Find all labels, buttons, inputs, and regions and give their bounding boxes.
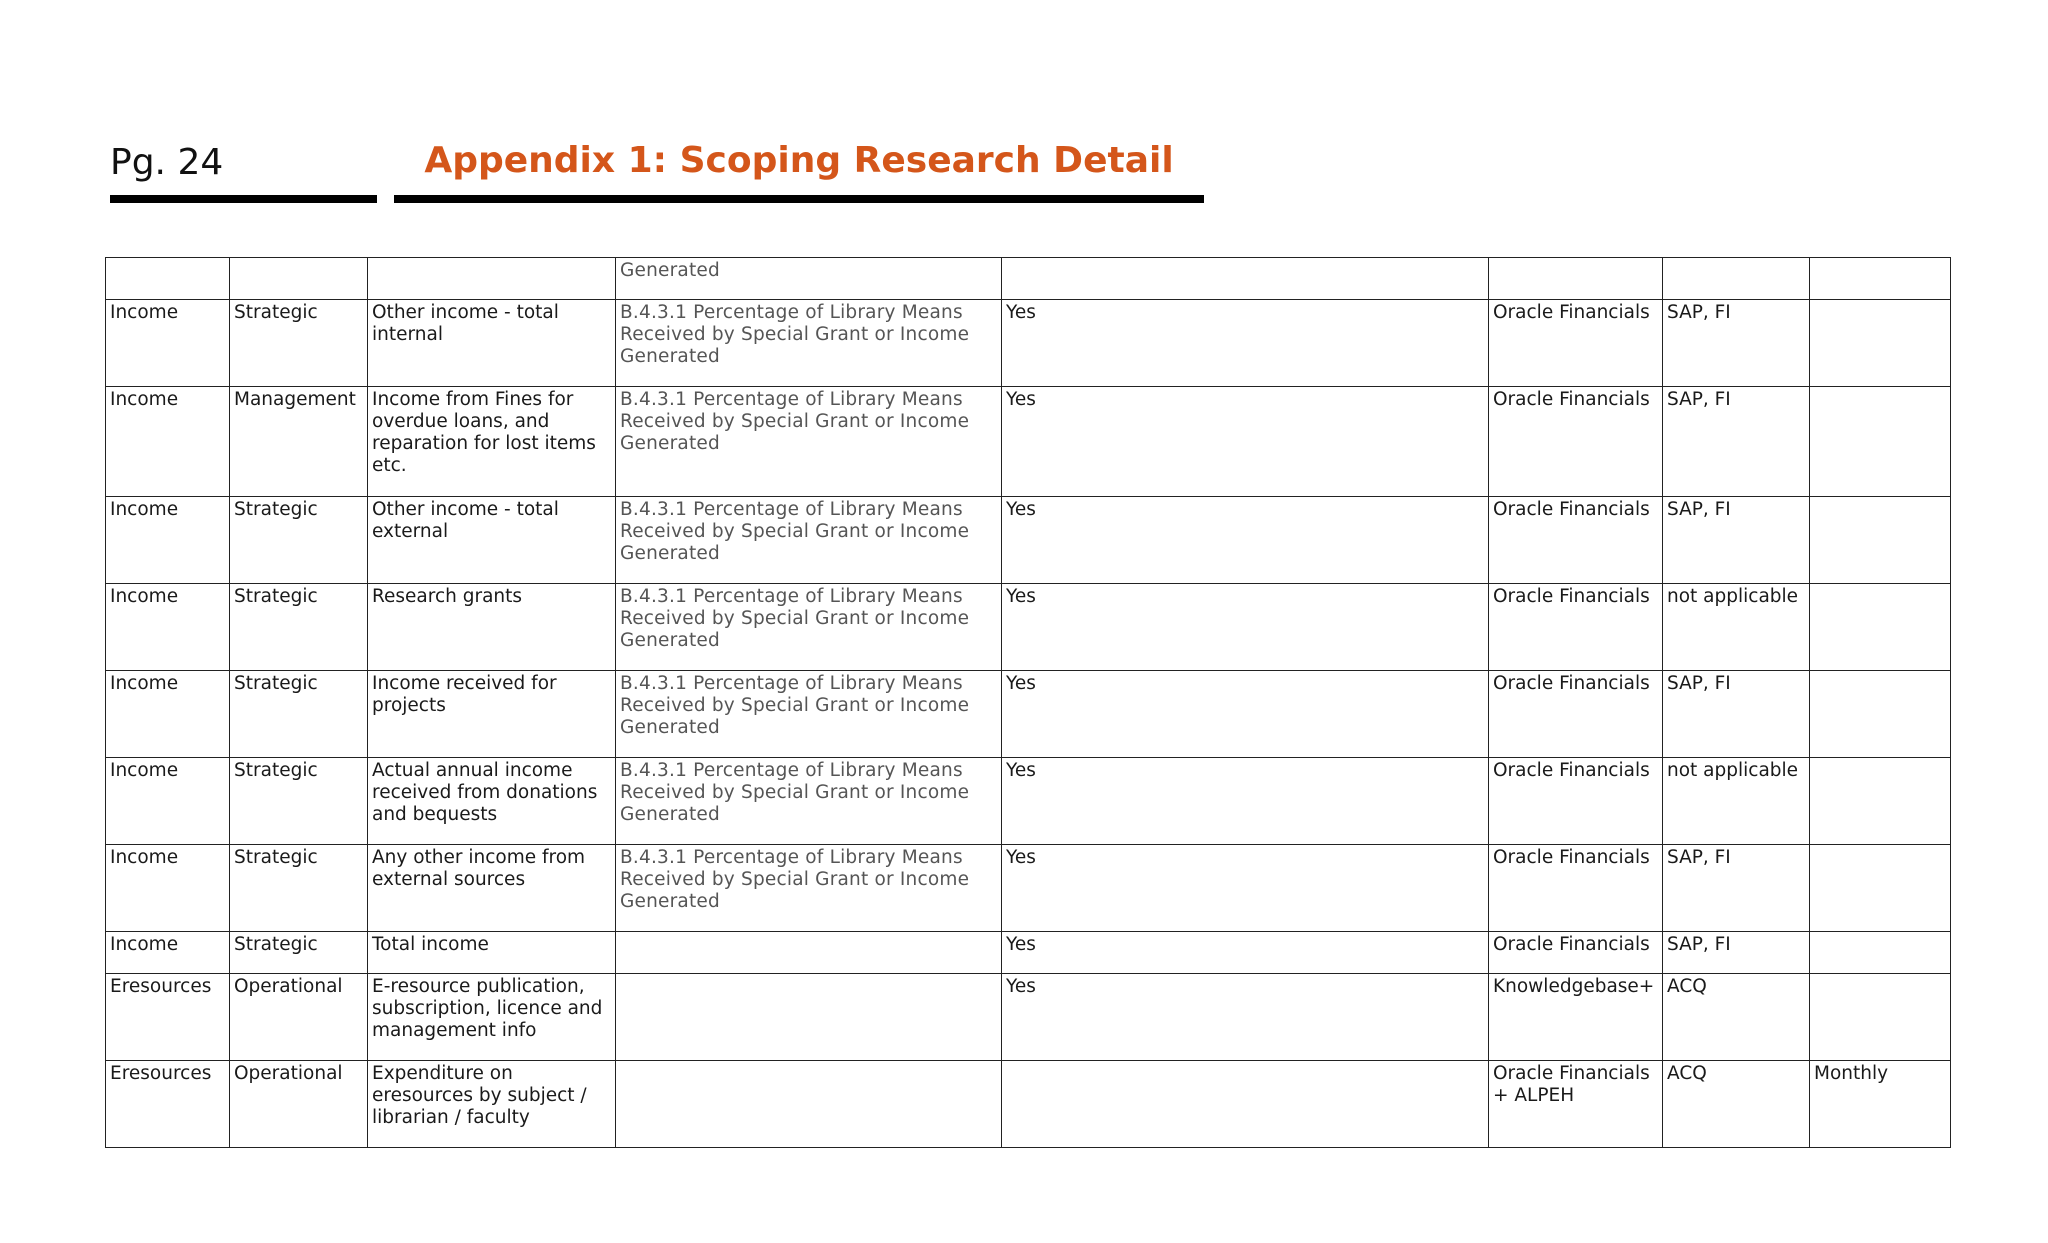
table-row (106, 1061, 1951, 1148)
system-module-cell: not applicable (1663, 584, 1810, 671)
frequency-cell (1810, 758, 1951, 845)
description-cell (616, 1061, 1002, 1148)
category-cell: Eresources (106, 1061, 230, 1148)
table-row (106, 932, 1951, 974)
category-cell: Income (106, 758, 230, 845)
system-module-cell: SAP, FI (1663, 387, 1810, 497)
system-module-cell: SAP, FI (1663, 497, 1810, 584)
system-module-cell: SAP, FI (1663, 845, 1810, 932)
measure-cell: Income from Fines for overdue loans, and reparation for lost items etc. (368, 387, 616, 497)
description-cell: B.4.3.1 Percentage of Library Means Received by Special Grant or Income Generated (616, 845, 1002, 932)
level-cell: Strategic (230, 497, 368, 584)
source-system-cell: Oracle Financials (1489, 497, 1663, 584)
available-cell: Yes (1002, 974, 1489, 1061)
available-cell: Yes (1002, 584, 1489, 671)
description-cell: B.4.3.1 Percentage of Library Means Received by Special Grant or Income Generated (616, 497, 1002, 584)
source-system-cell: Oracle Financials (1489, 758, 1663, 845)
system-module-cell: ACQ (1663, 1061, 1810, 1148)
frequency-cell (1810, 671, 1951, 758)
source-system-cell: Knowledgebase+ (1489, 974, 1663, 1061)
title-rule (394, 195, 1204, 203)
frequency-cell (1810, 387, 1951, 497)
description-cell (616, 932, 1002, 974)
category-cell: Income (106, 387, 230, 497)
level-cell: Strategic (230, 671, 368, 758)
table-row (106, 671, 1951, 758)
frequency-cell (1810, 497, 1951, 584)
available-cell (1002, 258, 1489, 300)
table-row (106, 300, 1951, 387)
source-system-cell: Oracle Financials (1489, 300, 1663, 387)
level-cell: Strategic (230, 300, 368, 387)
source-system-cell: Oracle Financials + ALPEH (1489, 1061, 1663, 1148)
source-system-cell (1489, 258, 1663, 300)
table-row (106, 845, 1951, 932)
source-system-cell: Oracle Financials (1489, 584, 1663, 671)
frequency-cell: Monthly (1810, 1061, 1951, 1148)
table-row (106, 584, 1951, 671)
table-row (106, 258, 1951, 300)
system-module-cell: not applicable (1663, 758, 1810, 845)
measure-cell: Other income - total external (368, 497, 616, 584)
frequency-cell (1810, 974, 1951, 1061)
source-system-cell: Oracle Financials (1489, 387, 1663, 497)
description-cell: B.4.3.1 Percentage of Library Means Received by Special Grant or Income Generated (616, 758, 1002, 845)
source-system-cell: Oracle Financials (1489, 932, 1663, 974)
measure-cell: E-resource publication, subscription, licence and management info (368, 974, 616, 1061)
system-module-cell: ACQ (1663, 974, 1810, 1061)
description-cell: B.4.3.1 Percentage of Library Means Received by Special Grant or Income Generated (616, 584, 1002, 671)
category-cell: Income (106, 300, 230, 387)
measure-cell: Income received for projects (368, 671, 616, 758)
measure-cell: Research grants (368, 584, 616, 671)
table-row (106, 387, 1951, 497)
category-cell: Income (106, 584, 230, 671)
measure-cell: Actual annual income received from donations and bequests (368, 758, 616, 845)
level-cell: Operational (230, 1061, 368, 1148)
category-cell (106, 258, 230, 300)
scoping-research-table (105, 257, 1951, 1148)
measure-cell: Any other income from external sources (368, 845, 616, 932)
page-number: Pg. 24 (110, 142, 224, 183)
available-cell: Yes (1002, 671, 1489, 758)
level-cell: Strategic (230, 584, 368, 671)
available-cell: Yes (1002, 497, 1489, 584)
available-cell: Yes (1002, 387, 1489, 497)
measure-cell: Total income (368, 932, 616, 974)
available-cell: Yes (1002, 758, 1489, 845)
level-cell: Operational (230, 974, 368, 1061)
category-cell: Income (106, 497, 230, 584)
frequency-cell (1810, 300, 1951, 387)
page-title: Appendix 1: Scoping Research Detail (424, 140, 1174, 181)
description-cell: B.4.3.1 Percentage of Library Means Received by Special Grant or Income Generated (616, 387, 1002, 497)
table-row (106, 758, 1951, 845)
measure-cell: Other income - total internal (368, 300, 616, 387)
system-module-cell (1663, 258, 1810, 300)
description-cell: Generated (616, 258, 1002, 300)
source-system-cell: Oracle Financials (1489, 671, 1663, 758)
frequency-cell (1810, 932, 1951, 974)
description-cell (616, 974, 1002, 1061)
level-cell: Strategic (230, 932, 368, 974)
frequency-cell (1810, 258, 1951, 300)
table-row (106, 974, 1951, 1061)
available-cell (1002, 1061, 1489, 1148)
category-cell: Eresources (106, 974, 230, 1061)
frequency-cell (1810, 584, 1951, 671)
frequency-cell (1810, 845, 1951, 932)
system-module-cell: SAP, FI (1663, 932, 1810, 974)
measure-cell: Expenditure on eresources by subject / librarian / faculty (368, 1061, 616, 1148)
available-cell: Yes (1002, 932, 1489, 974)
page-number-rule (110, 195, 377, 203)
level-cell: Strategic (230, 845, 368, 932)
source-system-cell: Oracle Financials (1489, 845, 1663, 932)
table-body (106, 258, 1951, 1148)
category-cell: Income (106, 671, 230, 758)
level-cell: Strategic (230, 758, 368, 845)
measure-cell (368, 258, 616, 300)
category-cell: Income (106, 845, 230, 932)
table-row (106, 497, 1951, 584)
level-cell (230, 258, 368, 300)
system-module-cell: SAP, FI (1663, 671, 1810, 758)
available-cell: Yes (1002, 300, 1489, 387)
system-module-cell: SAP, FI (1663, 300, 1810, 387)
available-cell: Yes (1002, 845, 1489, 932)
description-cell: B.4.3.1 Percentage of Library Means Received by Special Grant or Income Generated (616, 300, 1002, 387)
description-cell: B.4.3.1 Percentage of Library Means Received by Special Grant or Income Generated (616, 671, 1002, 758)
category-cell: Income (106, 932, 230, 974)
level-cell: Management (230, 387, 368, 497)
